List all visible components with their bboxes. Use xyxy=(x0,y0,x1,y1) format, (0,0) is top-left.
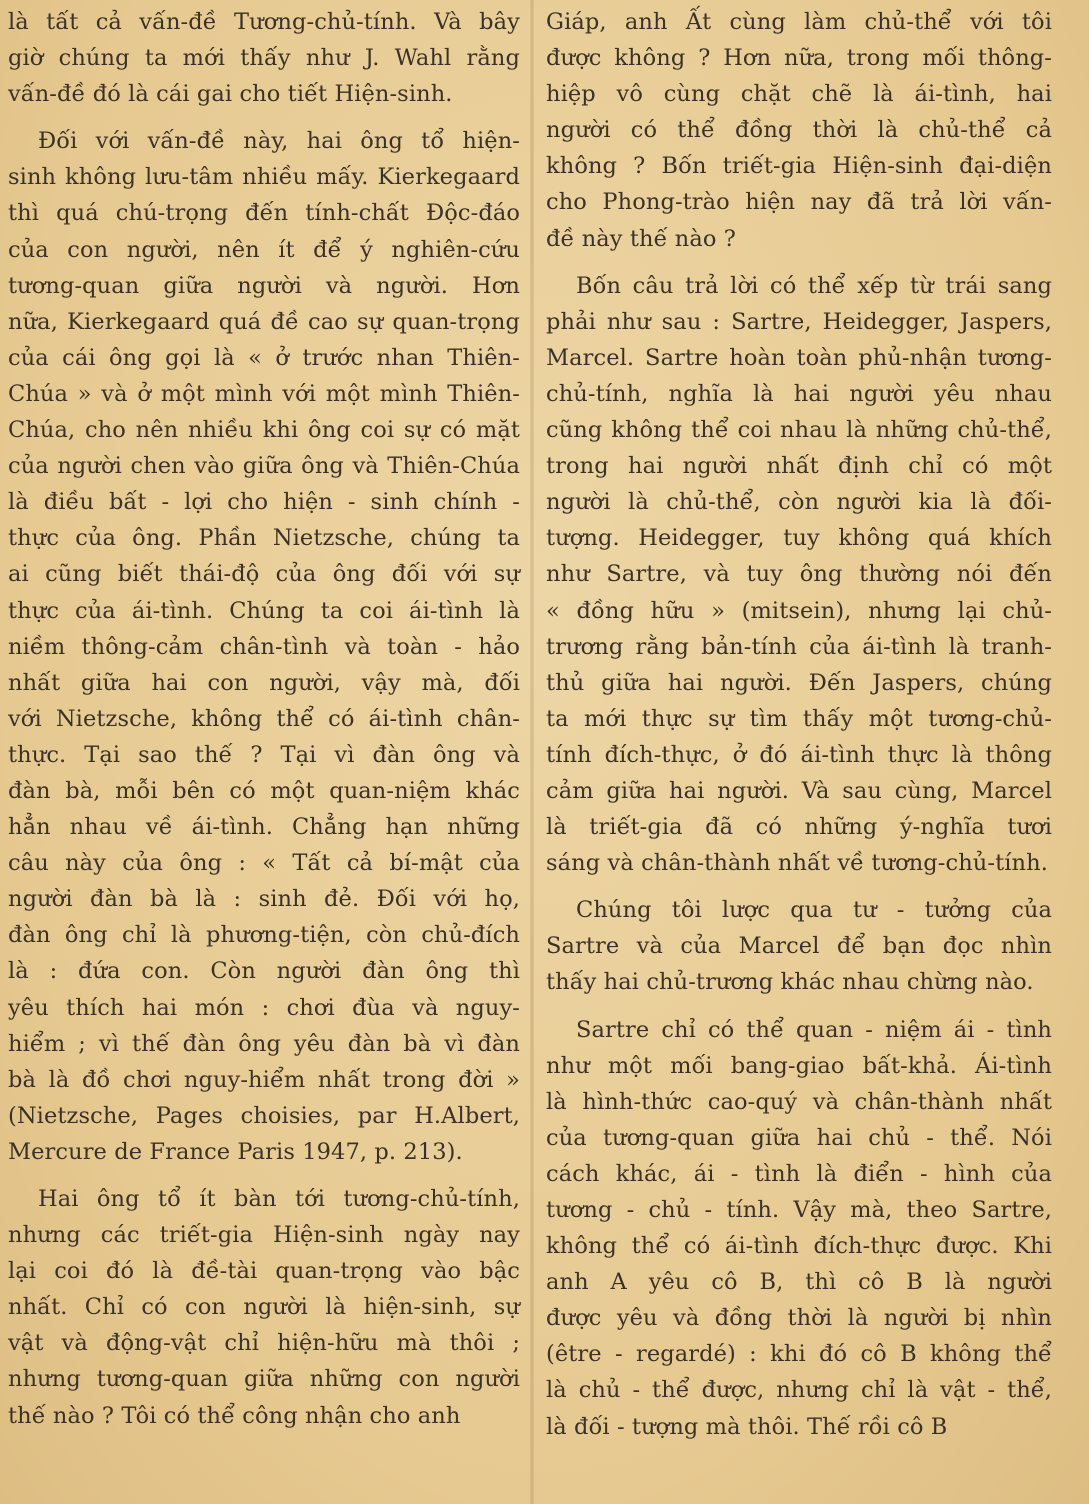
text-line: Chúng tôi lược qua tư - tưởng của xyxy=(576,897,1052,924)
text-line: tính đích-thực, ở đó ái-tình thực là thông xyxy=(546,741,1052,768)
text-line: thực. Tại sao thế ? Tại vì đàn ông và xyxy=(8,741,520,768)
text-line: cũng không thể coi nhau là những chủ-thể, xyxy=(546,417,1052,444)
text-line: lại coi đó là đề-tài quan-trọng vào bậc xyxy=(8,1258,520,1285)
column-gutter xyxy=(530,0,534,1504)
text-line: hẳn nhau về ái-tình. Chẳng hạn những xyxy=(8,814,520,841)
paragraph xyxy=(546,268,1052,882)
paragraph xyxy=(8,4,520,112)
text-line: người đàn bà là : sinh đẻ. Đối với họ, xyxy=(8,886,520,913)
text-line: giờ chúng ta mới thấy như J. Wahl rằng xyxy=(8,45,520,72)
text-line: đàn bà, mỗi bên có một quan-niệm khác xyxy=(8,777,520,804)
text-line: của con người, nên ít để ý nghiên-cứu xyxy=(8,236,520,263)
text-line: của tương-quan giữa hai chủ - thể. Nói xyxy=(546,1124,1052,1151)
paragraph xyxy=(546,892,1052,1000)
text-line: đề này thế nào ? xyxy=(546,225,736,252)
text-line: hiệp vô cùng chặt chẽ là ái-tình, hai xyxy=(546,81,1052,108)
text-line: (Nietzsche, Pages choisies, par H.Albert, xyxy=(8,1102,520,1129)
right-column xyxy=(546,4,1052,1456)
text-line: là : đứa con. Còn người đàn ông thì xyxy=(8,958,520,985)
text-line: tượng. Heidegger, tuy không quá khích xyxy=(546,525,1052,552)
text-line: nhất giữa hai con người, vậy mà, đối xyxy=(8,669,520,696)
text-line: (être - regardé) : khi đó cô B không thể xyxy=(546,1341,1052,1368)
text-line: nhưng tương-quan giữa những con người xyxy=(8,1366,520,1393)
text-line: bà là đồ chơi nguy-hiểm nhất trong đời » xyxy=(8,1066,520,1093)
text-line: nữa, Kierkegaard quá đề cao sự quan-trọng xyxy=(8,308,520,335)
text-line: trương rằng bản-tính của ái-tình là tranh- xyxy=(546,633,1052,660)
text-line: là hình-thức cao-quý và chân-thành nhất xyxy=(546,1088,1052,1115)
text-line: như Sartre, và tuy ông thường nói đến xyxy=(546,561,1052,588)
text-line: nhưng các triết-gia Hiện-sinh ngày nay xyxy=(8,1222,520,1249)
text-line: yêu thích hai món : chơi đùa và nguy- xyxy=(8,994,520,1021)
paragraph xyxy=(8,1181,520,1434)
text-line: tương-quan giữa người và người. Hơn xyxy=(8,272,520,299)
text-line: trong hai người nhất định chỉ có một xyxy=(546,453,1052,480)
text-line: thì quá chú-trọng đến tính-chất Độc-đáo xyxy=(8,200,520,227)
text-line: thấy hai chủ-trương khác nhau chừng nào. xyxy=(546,969,1034,996)
text-line: vật và động-vật chỉ hiện-hữu mà thôi ; xyxy=(8,1330,520,1357)
text-line: là chủ - thể được, nhưng chỉ là vật - thể, xyxy=(546,1377,1052,1404)
text-line: Sartre chỉ có thể quan - niệm ái - tình xyxy=(576,1016,1052,1043)
text-line: « đồng hữu » (mitsein), nhưng lại chủ- xyxy=(546,597,1052,624)
text-line: sáng và chân-thành nhất về tương-chủ-tính. xyxy=(546,850,1048,877)
text-line: không thể có ái-tình đích-thực được. Khi xyxy=(546,1233,1052,1260)
text-line: người là chủ-thể, còn người kia là đối- xyxy=(546,489,1052,516)
text-line: cho Phong-trào hiện nay đã trả lời vấn- xyxy=(546,189,1052,216)
text-line: cách khác, ái - tình là điển - hình của xyxy=(546,1160,1052,1187)
paragraph xyxy=(546,4,1052,257)
text-line: Bốn câu trả lời có thể xếp từ trái sang xyxy=(576,272,1052,299)
text-line: Hai ông tổ ít bàn tới tương-chủ-tính, xyxy=(38,1186,520,1212)
text-line: là triết-gia đã có những ý-nghĩa tươi xyxy=(546,814,1052,841)
text-line: Đối với vấn-đề này, hai ông tổ hiện- xyxy=(38,128,520,155)
text-line: như một mối bang-giao bất-khả. Ái-tình xyxy=(546,1052,1052,1079)
text-line: là tất cả vấn-đề Tương-chủ-tính. Và bây xyxy=(8,9,520,35)
text-line: thủ giữa hai người. Đến Jaspers, chúng xyxy=(546,669,1052,696)
text-line: chủ-tính, nghĩa là hai người yêu nhau xyxy=(546,380,1052,407)
text-line: tương - chủ - tính. Vậy mà, theo Sartre, xyxy=(546,1197,1052,1223)
text-line: Mercure de France Paris 1947, p. 213). xyxy=(8,1138,463,1165)
text-line: là điều bất - lợi cho hiện - sinh chính - xyxy=(8,489,520,516)
text-line: Marcel. Sartre hoàn toàn phủ-nhận tương- xyxy=(546,344,1052,371)
text-line: Chúa » và ở một mình với một mình Thiên- xyxy=(8,380,520,407)
text-line: không ? Bốn triết-gia Hiện-sinh đại-diện xyxy=(546,153,1052,180)
text-line: thế nào ? Tôi có thể công nhận cho anh xyxy=(8,1402,461,1429)
text-line: là đối - tượng mà thôi. Thế rồi cô B xyxy=(546,1413,948,1440)
text-line: của cái ông gọi là « ở trước nhan Thiên- xyxy=(8,344,520,371)
paragraph xyxy=(8,123,520,1170)
text-line: hiểm ; vì thế đàn ông yêu đàn bà vì đàn xyxy=(8,1030,520,1057)
text-line: phải như sau : Sartre, Heidegger, Jaspers, xyxy=(546,308,1052,335)
text-line: cảm giữa hai người. Và sau cùng, Marcel xyxy=(546,777,1052,804)
text-line: thực của ông. Phần Nietzsche, chúng ta xyxy=(8,525,520,552)
text-line: người có thể đồng thời là chủ-thể cả xyxy=(546,117,1052,144)
text-line: được không ? Hơn nữa, trong mối thông- xyxy=(546,45,1052,72)
text-line: được yêu và đồng thời là người bị nhìn xyxy=(546,1305,1052,1332)
text-line: Giáp, anh Ất cùng làm chủ-thể với tôi xyxy=(546,9,1052,35)
text-line: sinh không lưu-tâm nhiều mấy. Kierkegaard xyxy=(8,164,520,191)
left-column xyxy=(8,4,520,1445)
text-line: niềm thông-cảm chân-tình và toàn - hảo xyxy=(8,633,520,660)
text-line: ai cũng biết thái-độ của ông đối với sự xyxy=(8,561,520,588)
text-line: của người chen vào giữa ông và Thiên-Chúa xyxy=(8,453,520,480)
text-line: anh A yêu cô B, thì cô B là người xyxy=(546,1269,1052,1296)
text-line: Sartre và của Marcel để bạn đọc nhìn xyxy=(546,933,1052,960)
text-line: ta mới thực sự tìm thấy một tương-chủ- xyxy=(546,705,1052,732)
text-line: vấn-đề đó là cái gai cho tiết Hiện-sinh. xyxy=(8,81,453,108)
paragraph xyxy=(546,1012,1052,1445)
text-line: với Nietzsche, không thể có ái-tình chân- xyxy=(8,705,520,732)
text-line: câu này của ông : « Tất cả bí-mật của xyxy=(8,850,520,877)
text-line: thực của ái-tình. Chúng ta coi ái-tình là xyxy=(8,597,520,624)
text-line: Chúa, cho nên nhiều khi ông coi sự có mặt xyxy=(8,417,520,444)
text-line: đàn ông chỉ là phương-tiện, còn chủ-đích xyxy=(8,922,520,949)
text-line: nhất. Chỉ có con người là hiện-sinh, sự xyxy=(8,1294,520,1321)
